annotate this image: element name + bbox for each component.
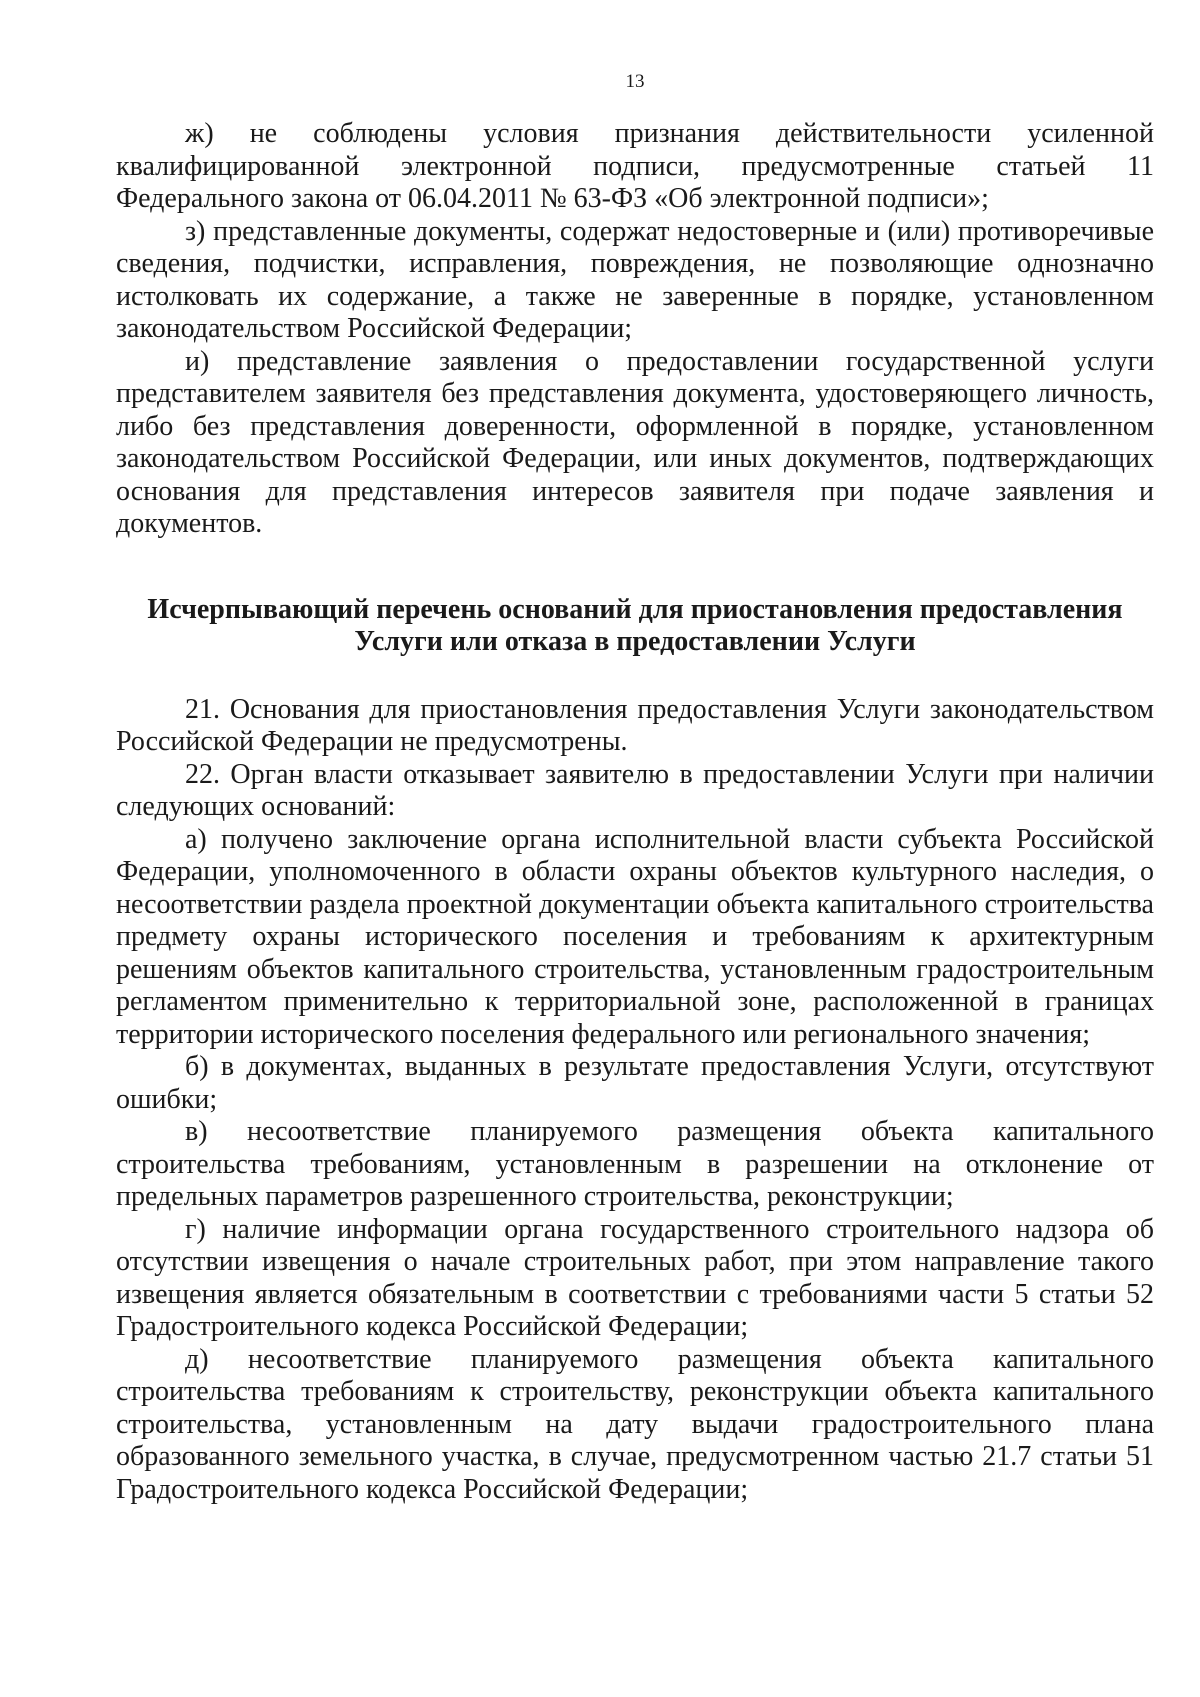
paragraph-a: а) получено заключение органа исполнительной власти субъекта Российской Федерации, уполномоченного в области охраны объектов культурного наследия, о несоответствии раздела проектной документации объекта капитального строительства предмету охраны исторического поселения и требованиям к архитектурным решениям объектов капитального строительства, установленным градостроительным регламентом применительно к территориальной зоне, расположенной в границах территории исторического поселения федерального или регионального значения; — [116, 823, 1154, 1050]
page-number: 13 — [625, 71, 645, 92]
section-heading-line-2: Услуги или отказа в предоставлении Услуги — [354, 626, 916, 657]
paragraph-v: в) несоответствие планируемого размещения объекта капитального строительства требованиям, установленным в разрешении на отклонение от предельных параметров разрешенного строительства, реконструкции; — [116, 1116, 1154, 1212]
section-heading — [116, 594, 1154, 659]
paragraph-zh: ж) не соблюдены условия признания действительности усиленной квалифицированной электронной подписи, предусмотренные статьей 11 Федерального закона от 06.04.2011 № 63-ФЗ «Об электронной подписи»; — [116, 118, 1154, 214]
paragraph-b: б) в документах, выданных в результате предоставления Услуги, отсутствуют ошибки; — [116, 1051, 1154, 1115]
paragraph-z: з) представленные документы, содержат недостоверные и (или) противоречивые сведения, подчистки, исправления, повреждения, не позволяющие однозначно истолковать их содержание, а также не заверенные в порядке, установленном законодательством Российской Федерации; — [116, 215, 1154, 344]
paragraph-22: 22. Орган власти отказывает заявителю в предоставлении Услуги при наличии следующих оснований: — [116, 758, 1154, 822]
paragraph-21: 21. Основания для приостановления предоставления Услуги законодательством Российской Федерации не предусмотрены. — [116, 693, 1154, 757]
section-heading-line-1: Исчерпывающий перечень оснований для приостановления предоставления — [147, 593, 1123, 625]
paragraph-d: д) несоответствие планируемого размещения объекта капитального строительства требованиям к строительству, реконструкции объекта капитального строительства, установленным на дату выдачи градостроительного плана образованного земельного участка, в случае, предусмотренном частью 21.7 статьи 51 Градостроительного кодекса Российской Федерации; — [116, 1343, 1154, 1505]
paragraph-g: г) наличие информации органа государственного строительного надзора об отсутствии извещения о начале строительных работ, при этом направление такого извещения является обязательным в соответствии с требованиями части 5 статьи 52 Градостроительного кодекса Российской Федерации; — [116, 1213, 1154, 1342]
paragraph-i: и) представление заявления о предоставлении государственной услуги представителем заявителя без представления документа, удостоверяющего личность, либо без представления доверенности, оформленной в порядке, установленном законодательством Российской Федерации, или иных документов, подтверждающих основания для представления интересов заявителя при подаче заявления и документов. — [116, 345, 1154, 539]
